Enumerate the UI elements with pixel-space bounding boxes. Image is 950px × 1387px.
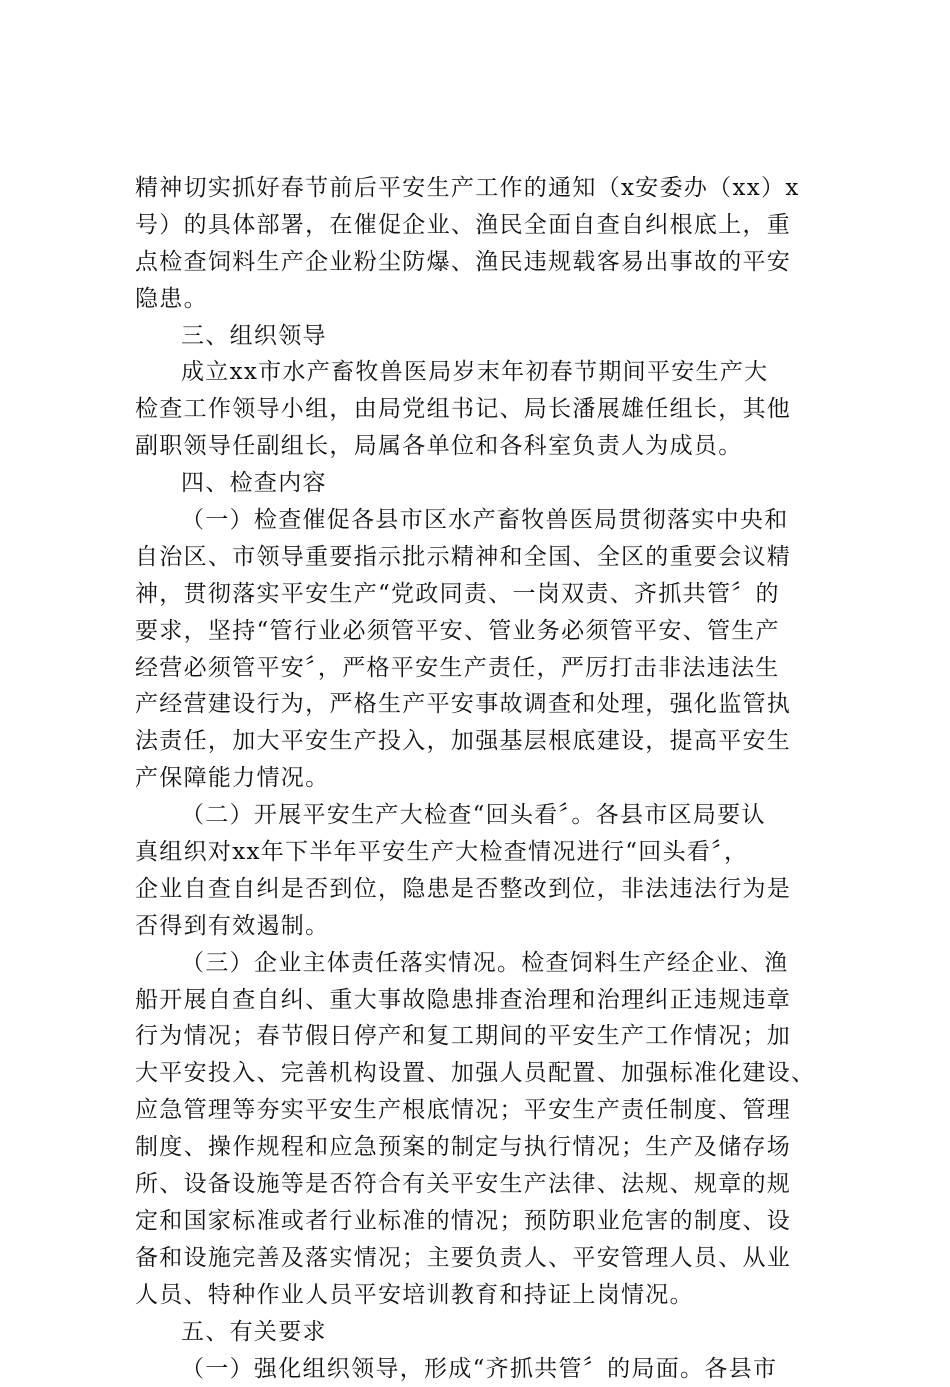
- text-line: 法责任，加大平安生产投入，加强基层根底建设，提高平安生: [135, 723, 835, 760]
- text-line: 产保障能力情况。: [135, 760, 835, 797]
- text-line: 真组织对xx年下半年平安生产大检查情况进行“回头看〞，: [135, 834, 835, 871]
- text-line: （一）检查催促各县市区水产畜牧兽医局贯彻落实中央和: [135, 502, 835, 539]
- text-line: 检查工作领导小组，由局党组书记、局长潘展雄任组长，其他: [135, 391, 835, 428]
- text-line: 三、组织领导: [135, 318, 835, 355]
- text-line: 大平安投入、完善机构设置、加强人员配置、加强标准化建设、: [135, 1055, 835, 1092]
- text-line: 备和设施完善及落实情况；主要负责人、平安管理人员、从业: [135, 1240, 835, 1277]
- text-line: （二）开展平安生产大检查“回头看〞。各县市区局要认: [135, 797, 835, 834]
- text-line: 人员、特种作业人员平安培训教育和持证上岗情况。: [135, 1277, 835, 1314]
- text-line: 四、检查内容: [135, 465, 835, 502]
- text-line: 制度、操作规程和应急预案的制定与执行情况；生产及储存场: [135, 1129, 835, 1166]
- text-line: 副职领导任副组长，局属各单位和各科室负责人为成员。: [135, 428, 835, 465]
- text-line: 神，贯彻落实平安生产“党政同责、一岗双责、齐抓共管〞的: [135, 576, 835, 613]
- text-line: 五、有关要求: [135, 1314, 835, 1351]
- text-line: 要求，坚持“管行业必须管平安、管业务必须管平安、管生产: [135, 613, 835, 650]
- document-body: [135, 170, 835, 1387]
- text-line: 经营必须管平安〞，严格平安生产责任，严厉打击非法违法生: [135, 650, 835, 687]
- text-line: 自治区、市领导重要指示批示精神和全国、全区的重要会议精: [135, 539, 835, 576]
- text-line: （一）强化组织领导，形成“齐抓共管〞的局面。各县市: [135, 1351, 835, 1387]
- text-line: （三）企业主体责任落实情况。检查饲料生产经企业、渔: [135, 945, 835, 982]
- text-line: 点检查饲料生产企业粉尘防爆、渔民违规载客易出事故的平安: [135, 244, 835, 281]
- text-line: 行为情况；春节假日停产和复工期间的平安生产工作情况；加: [135, 1018, 835, 1055]
- text-line: 否得到有效遏制。: [135, 908, 835, 945]
- text-line: 企业自查自纠是否到位，隐患是否整改到位，非法违法行为是: [135, 871, 835, 908]
- text-line: 所、设备设施等是否符合有关平安生产法律、法规、规章的规: [135, 1166, 835, 1203]
- text-line: 船开展自查自纠、重大事故隐患排查治理和治理纠正违规违章: [135, 982, 835, 1019]
- text-line: 定和国家标准或者行业标准的情况；预防职业危害的制度、设: [135, 1203, 835, 1240]
- text-line: 产经营建设行为，严格生产平安事故调查和处理，强化监管执: [135, 686, 835, 723]
- text-line: 成立xx市水产畜牧兽医局岁末年初春节期间平安生产大: [135, 354, 835, 391]
- text-line: 精神切实抓好春节前后平安生产工作的通知（x安委办（xx）x: [135, 170, 835, 207]
- text-line: 隐患。: [135, 281, 835, 318]
- text-line: 应急管理等夯实平安生产根底情况；平安生产责任制度、管理: [135, 1092, 835, 1129]
- text-line: 号）的具体部署，在催促企业、渔民全面自查自纠根底上，重: [135, 207, 835, 244]
